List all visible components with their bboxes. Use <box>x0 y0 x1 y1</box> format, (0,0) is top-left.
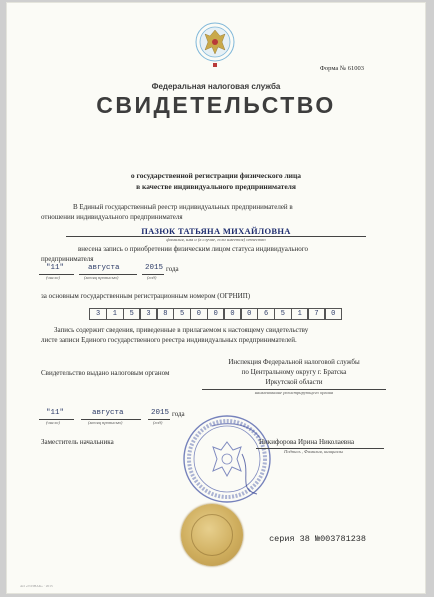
form-number: Форма № 61003 <box>319 65 364 72</box>
issued-by-label: Свидетельство выдано налоговым органом <box>41 369 170 377</box>
authority-caption: наименование регистрирующего органа <box>254 390 334 395</box>
intro-line-2: отношении индивидуального предпринимателя <box>41 213 183 221</box>
fns-emblem-icon <box>192 20 238 70</box>
ogrnip-number <box>90 308 342 320</box>
authority-line-1: Инспекция Федеральной налоговой службы <box>228 358 360 366</box>
person-name: ПАЗЮК ТАТЬЯНА МИХАЙЛОВНА <box>141 226 291 236</box>
signer-role: Заместитель начальника <box>41 438 114 446</box>
records-line-2: листе записи Единого государственного реестра индивидуальных предпринимателей. <box>41 336 297 344</box>
ogrnip-digit: 3 <box>89 308 106 320</box>
name-caption: фамилия, имя и (в случае, если имеется) отчество <box>166 237 266 242</box>
date1-year-suffix: года <box>166 265 179 273</box>
entry-line-2: предпринимателя <box>41 255 94 263</box>
date2-caption-month: (месяц прописью) <box>88 420 123 425</box>
intro-line-1: В Единый государственный реестр индивидуальных предпринимателей в <box>73 203 293 211</box>
date1-caption-month: (месяц прописью) <box>84 275 119 280</box>
ogrnip-digit: 1 <box>291 308 308 320</box>
authority-line-2: по Центральному округу г. Братска <box>241 368 347 376</box>
ogrnip-digit: 3 <box>140 308 157 320</box>
date1-day: "11" <box>46 264 65 272</box>
signer-caption: Подпись , Фамилия, инициалы <box>284 449 343 454</box>
agency-name: Федеральная налоговая служба <box>151 82 281 91</box>
date2-caption-year: (год) <box>153 420 163 425</box>
date1-year: 2015 <box>145 264 164 272</box>
date2-caption-day: (число) <box>46 420 60 425</box>
ogrnip-digit: 6 <box>257 308 274 320</box>
ogrnip-digit: 0 <box>224 308 241 320</box>
ogrnip-digit: 8 <box>157 308 174 320</box>
date2-day: "11" <box>46 409 65 417</box>
ogrnip-digit: 0 <box>207 308 224 320</box>
ogrnip-digit: 5 <box>173 308 190 320</box>
date1-caption-year: (год) <box>147 275 157 280</box>
subtitle-line-1: о государственной регистрации физического лица <box>130 171 302 180</box>
authority-line-3: Иркутской области <box>265 378 323 386</box>
ogrnip-digit: 0 <box>241 308 258 320</box>
signer-name: Никифорова Ирина Николаевна <box>259 438 355 446</box>
date1-month: августа <box>88 264 120 272</box>
ogrnip-digit: 1 <box>106 308 123 320</box>
entry-line-1: внесена запись о приобретении физическим лицом статуса индивидуального <box>78 245 308 253</box>
date2-year-suffix: года <box>172 410 185 418</box>
official-stamp-icon <box>182 414 272 504</box>
date1-caption-day: (число) <box>46 275 60 280</box>
date2-month: августа <box>92 409 124 417</box>
certificate-sheet <box>6 2 426 594</box>
ogrnip-digit: 5 <box>274 308 291 320</box>
records-line-1: Запись содержит сведения, приведенные в прилагаемом к настоящему свидетельству <box>54 326 309 334</box>
gold-hologram-seal <box>181 504 243 566</box>
ogrnip-digit: 7 <box>308 308 325 320</box>
serial-number: серия 38 №003781238 <box>269 534 366 544</box>
document-title: СВИДЕТЕЛЬСТВО <box>96 92 336 118</box>
ogrnip-digit: 0 <box>325 308 342 320</box>
ogrnip-digit: 0 <box>190 308 207 320</box>
subtitle-line-2: в качестве индивидуального предпринимателя <box>136 182 296 191</box>
ogrnip-label: за основным государственным регистрационным номером (ОГРНИП) <box>41 292 251 300</box>
print-footer: АО «ГОЗНАК» · 2015 <box>20 584 53 588</box>
date2-year: 2015 <box>151 409 170 417</box>
ogrnip-digit: 5 <box>123 308 140 320</box>
